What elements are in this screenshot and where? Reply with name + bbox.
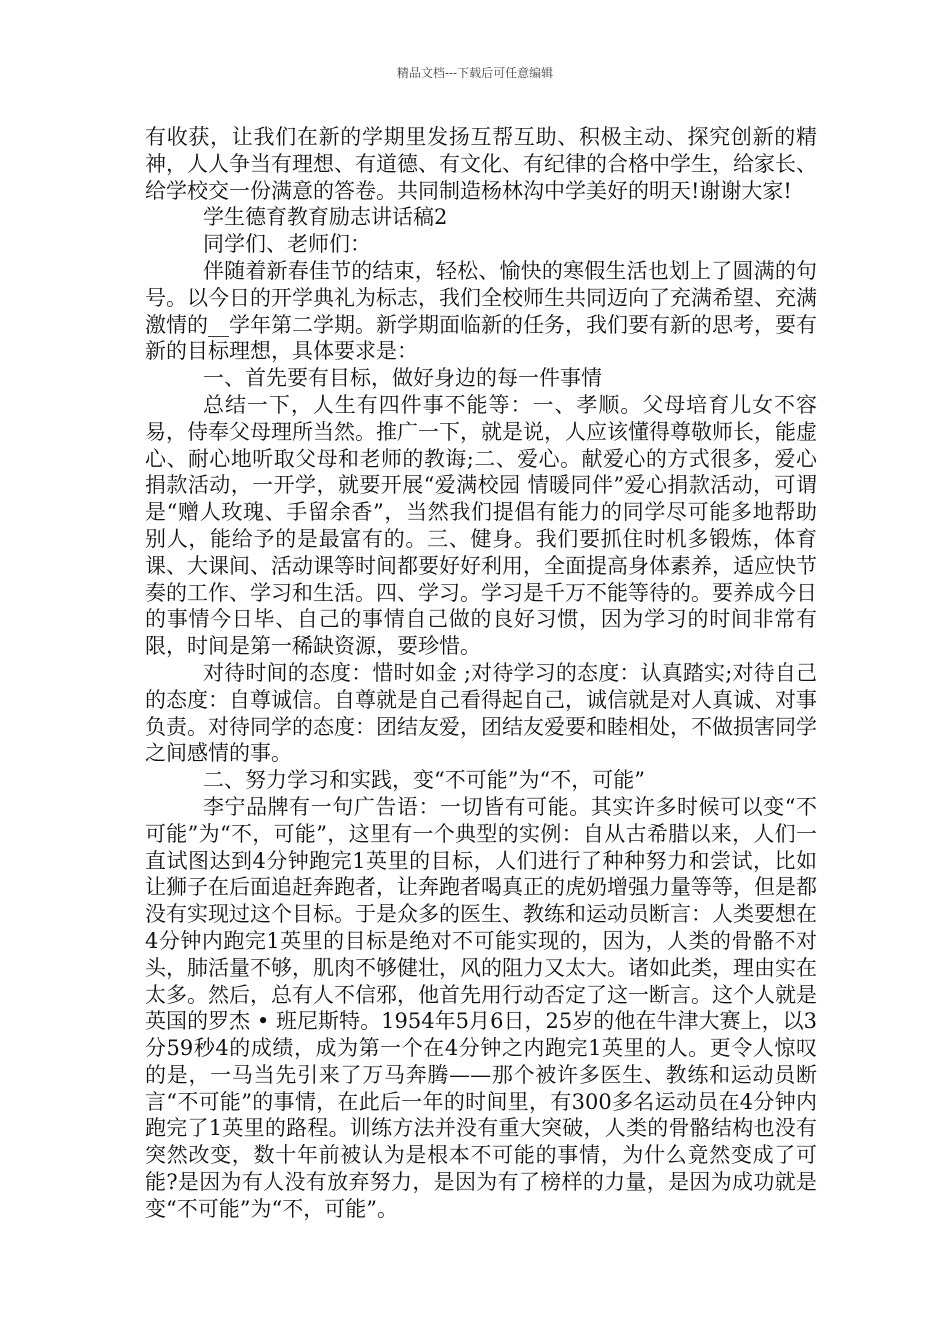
page-header: 精品文档---下载后可任意编辑 bbox=[396, 66, 554, 80]
salutation: 同学们、老师们： bbox=[203, 232, 371, 257]
section-title: 学生德育教育励志讲话稿2 bbox=[203, 205, 448, 230]
heading-point-two: 二、努力学习和实践，变“不可能”为“不，可能” bbox=[203, 768, 645, 793]
paragraph-intro: 伴随着新春佳节的结束，轻松、愉快的寒假生活也划上了圆满的句号。以今日的开学典礼为标志，我们全校师生共同迈向了充满希望、充满激情的__学年第二学期。新学期面临新的任务，我们要有新的思考，要有新的目标理想，具体要求是： bbox=[145, 258, 817, 364]
paragraph-attitudes: 对待时间的态度：惜时如金 ;对待学习的态度：认真踏实;对待自己的态度：自尊诚信。自尊就是自己看得起自己，诚信就是对人真诚、对事负责。对待同学的态度：团结友爱，团结友爱要和睦相处，不做损害同学之间感情的事。 bbox=[145, 660, 817, 766]
document-body bbox=[145, 124, 817, 1223]
paragraph-continuation: 有收获，让我们在新的学期里发扬互帮互助、积极主动、探究创新的精神，人人争当有理想、有道德、有文化、有纪律的合格中学生，给家长、给学校交一份满意的答卷。共同制造杨林沟中学美好的明天!谢谢大家! bbox=[145, 125, 817, 203]
heading-point-one: 一、首先要有目标，做好身边的每一件事情 bbox=[203, 366, 602, 391]
paragraph-example: 李宁品牌有一句广告语：一切皆有可能。其实许多时候可以变“不可能”为“不，可能”，这里有一个典型的实例：自从古希腊以来，人们一直试图达到4分钟跑完1英里的目标，人们进行了种种努力和尝试，比如让狮子在后面追赶奔跑者，让奔跑者喝真正的虎奶增强力量等等，但是都没有实现过这个目标。于是众多的医生、教练和运动员断言：人类要想在4分钟内跑完1英里的目标是绝对不可能实现的，因为，人类的骨骼不对头，肺活量不够，肌肉不够健壮，风的阻力又太大。诸如此类，理由实在太多。然后，总有人不信邪，他首先用行动否定了这一断言。这个人就是英国的罗杰 • 班尼斯特。1954年5月6日，25岁的他在牛津大赛上，以3分59秒4的成绩，成为第一个在4分钟之内跑完1英里的人。更令人惊叹的是，一马当先引来了万马奔腾——那个被许多医生、教练和运动员断言“不可能”的事情，在此后一年的时间里，有300多名运动员在4分钟内跑完了1英里的路程。训练方法并没有重大突破，人类的骨骼结构也没有突然改变，数十年前被认为是根本不可能的事情，为什么竟然变成了可能?是因为有人没有放弃努力，是因为有了榜样的力量，是因为成功就是变“不可能”为“不，可能”。 bbox=[145, 794, 817, 1221]
paragraph-four-things: 总结一下，人生有四件事不能等：一、孝顺。父母培育儿女不容易，侍奉父母理所当然。推广一下，就是说，人应该懂得尊敬师长，能虚心、耐心地听取父母和老师的教诲;二、爱心。献爱心的方式很多，爱心捐款活动，一开学，就要开展“爱满校园 情暖同伴”爱心捐款活动，可谓是“赠人玫瑰、手留余香”，当然我们提倡有能力的同学尽可能多地帮助别人，能给予的是最富有的。三、健身。我们要抓住时机多锻炼，体育课、大课间、活动课等时间都要好好利用，全面提高身体素养，适应快节奏的工作、学习和生活。四、学习。学习是千万不能等待的。要养成今日的事情今日毕、自己的事情自己做的良好习惯，因为学习的时间非常有限，时间是第一稀缺资源，要珍惜。 bbox=[145, 392, 817, 659]
